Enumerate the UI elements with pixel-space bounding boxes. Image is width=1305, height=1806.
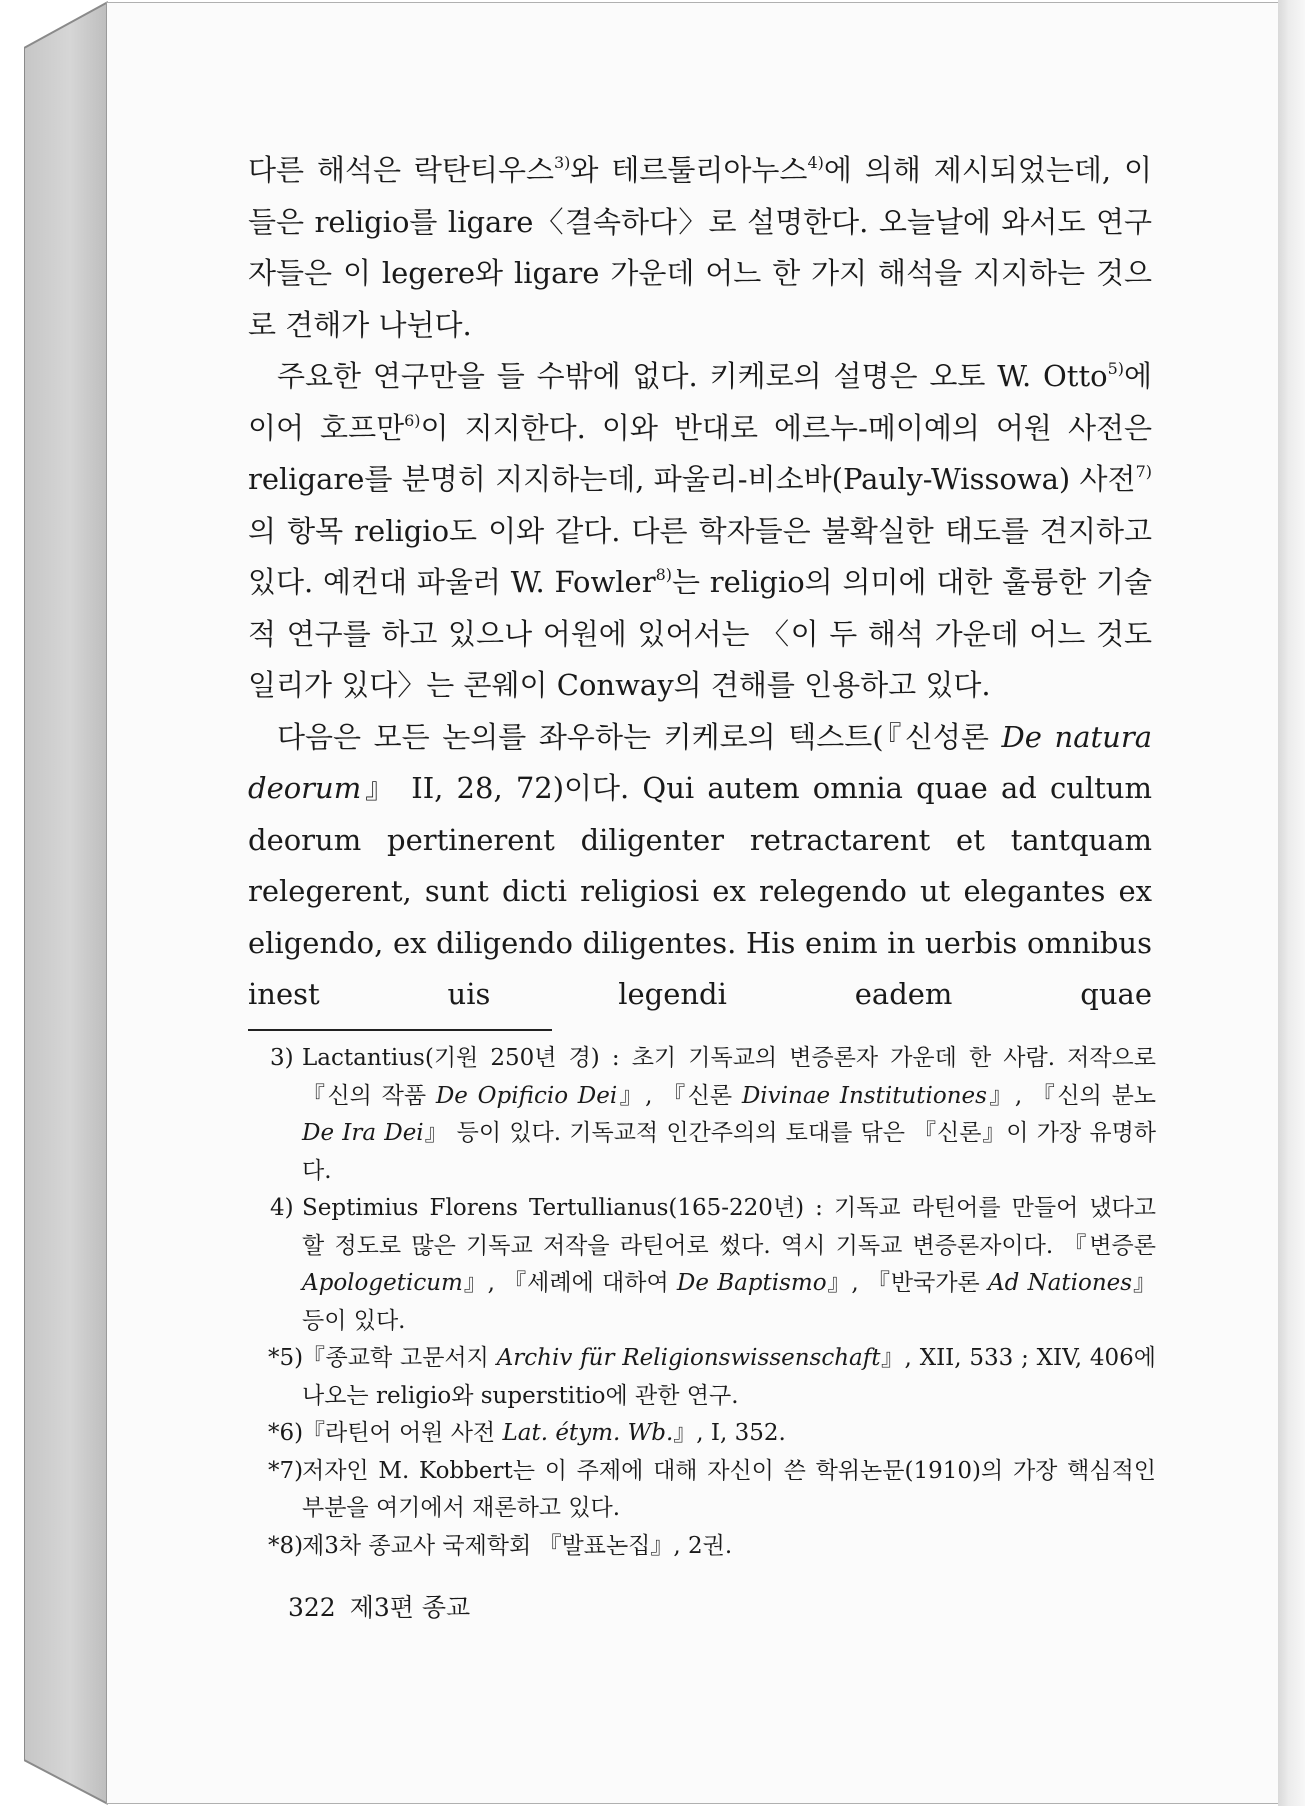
text-run: 저자인 M. Kobbert는 이 주제에 대해 자신이 쓴 학위논문(1910)의 가장 핵심적인 부분을 여기에서 재론하고 있다.	[302, 1457, 1156, 1521]
footnote-mark: *5)	[268, 1345, 304, 1371]
footnote-mark: 3)	[270, 1045, 294, 1071]
footnote-mark: 4)	[270, 1195, 294, 1221]
text-run: 이 지지한다. 이와 반대로 에르누-메이예의 어원 사전은 religare를 분명히 지지하는데, 파울리-비소바(Pauly-Wissowa) 사전	[248, 410, 1153, 496]
footnotes	[270, 1040, 1156, 1565]
text-run: 는 religio의 의미에 대한 훌륭한 기술적 연구를 하고 있으나 어원에 있어서는 〈이 두 해석 가운데 어느 것도 일리가 있다〉는 콘웨이 Conway의 견해를 인용하고 있다.	[248, 565, 1152, 702]
book-title: Archiv für Religionswissenschaft	[496, 1345, 881, 1371]
text-run: 』, I, 352.	[673, 1420, 786, 1446]
page-number: 322	[288, 1593, 336, 1622]
footnote-ref-4: 4)	[807, 153, 824, 172]
text-run: 주요한 연구만을 들 수밖에 없다. 키케로의 설명은 오토 W. Otto	[277, 359, 1108, 393]
text-run: 』, 『신론	[617, 1082, 742, 1109]
text-run: 』 등이 있다. 기독교적 인간주의의 토대를 닦은 『신론』이 가장 유명하다.	[302, 1120, 1157, 1184]
text-run: 에 의해 제시되었는데, 이들은 religio를 ligare〈결속하다〉로 설명한다. 오늘날에 와서도 연구자들은 이 legere와 ligare 가운데 어느 한 가지 해석을 지지하는 것으로 견해가 나뉜다.	[248, 153, 1152, 342]
text-run: 다음은 모든 논의를 좌우하는 키케로의 텍스트(『신성론	[277, 719, 1002, 754]
text-run: 『라틴어 어원 사전	[302, 1420, 503, 1446]
text-run: 』 II, 28, 72)이다. Qui autem omnia quae ad cultum deorum pertinerent diligenter retractarent et tantquam relegerent, sunt dicti religiosi ex relegendo ut elegantes ex eligendo, ex diligendo diligentes. His enim in uerbis omnibus inest uis legendi eadem quae	[248, 771, 1152, 1011]
book-title: Ad Nationes	[988, 1270, 1133, 1296]
book-title: Lat. étym. Wb.	[502, 1420, 674, 1446]
page-footer	[288, 1591, 470, 1625]
text-run: 』, XII, 533 ; XIV, 406에 나오는 religio와 superstitio에 관한 연구.	[302, 1345, 1156, 1409]
footnote-ref-8: 8)	[655, 565, 672, 584]
text-run: 『종교학 고문서지	[302, 1345, 497, 1371]
footnote-8	[270, 1528, 1156, 1566]
text-run: 』, 『세례에 대하여	[462, 1270, 677, 1296]
text-run: 』 등이 있다.	[302, 1270, 1156, 1334]
book-title: De natura deorum	[248, 719, 1152, 805]
main-text	[248, 145, 1152, 1021]
footnote-3	[270, 1040, 1156, 1190]
text-run: 제3차 종교사 국제학회 『발표논집』, 2권.	[302, 1532, 733, 1559]
book-title: De Ira Dei	[302, 1120, 424, 1146]
footnote-4	[270, 1190, 1156, 1340]
text-run: 에 이어 호프만	[248, 359, 1152, 445]
footnote-mark: *8)	[268, 1532, 304, 1559]
book-title: De Baptismo	[676, 1270, 827, 1296]
paragraph-3	[248, 712, 1152, 1021]
footnote-5	[270, 1340, 1156, 1415]
footnote-7	[270, 1453, 1156, 1528]
page-right-shadow	[1278, 0, 1305, 1806]
text-run: 의 항목 religio도 이와 같다. 다른 학자들은 불확실한 태도를 견지하고 있다. 예컨대 파울러 W. Fowler	[248, 513, 1152, 599]
footnote-ref-3: 3)	[553, 153, 571, 172]
text-run: 』, 『신의 분노	[986, 1082, 1157, 1109]
footnote-mark: *6)	[268, 1420, 304, 1446]
footnote-divider	[248, 1029, 552, 1031]
book-title: De Opificio Dei	[435, 1082, 618, 1109]
text-run: 』, 『반국가론	[826, 1270, 988, 1296]
text-run: 와 테르툴리아누스	[570, 153, 808, 187]
footnote-ref-5: 5)	[1107, 359, 1124, 378]
text-run: Septimius Florens Tertullianus(165-220년) : 기독교 라틴어를 만들어 냈다고 할 정도로 많은 기독교 저작을 라틴어로 썼다. 역시 기독교 변증론자이다. 『변증론	[302, 1195, 1156, 1259]
footnote-mark: *7)	[268, 1457, 304, 1484]
footnote-6	[270, 1415, 1156, 1453]
book-title: Apologeticum	[302, 1270, 463, 1296]
text-run: Lactantius(기원 250년 경) : 초기 기독교의 변증론자 가운데 한 사람. 저작으로 『신의 작품	[302, 1045, 1156, 1109]
text-run: 다른 해석은 락탄티우스	[248, 153, 554, 187]
book-title: Divinae Institutiones	[741, 1082, 987, 1109]
book-cover-edge	[24, 0, 108, 1806]
paragraph-1	[248, 145, 1152, 351]
footnote-ref-7: 7)	[1135, 462, 1152, 481]
footnote-ref-6: 6)	[404, 410, 421, 430]
paragraph-2	[248, 351, 1152, 712]
running-header-section: 제3편 종교	[349, 1593, 471, 1622]
